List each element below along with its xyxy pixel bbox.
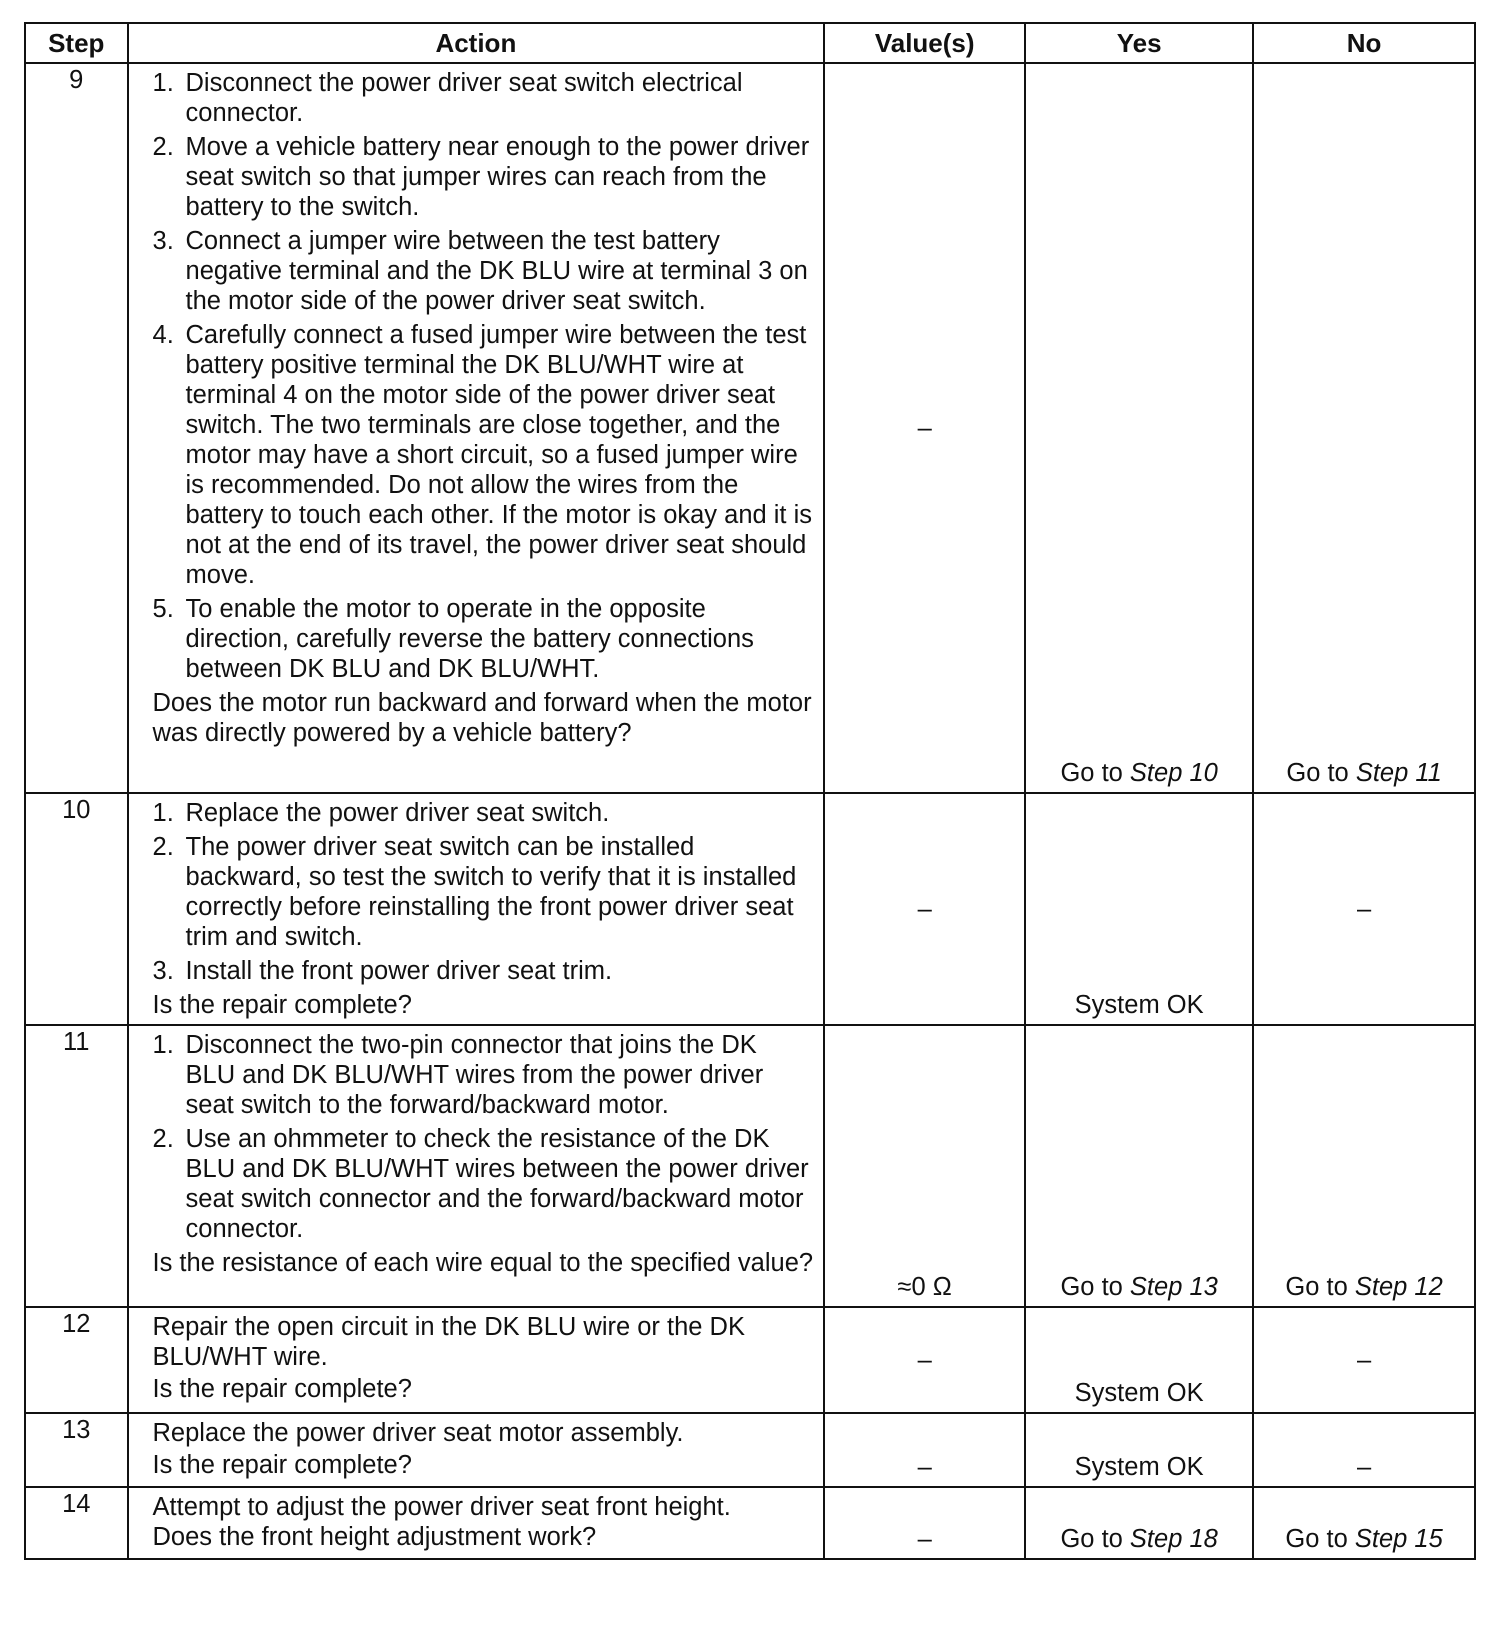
step-link[interactable]: Step 12 [1354,1273,1443,1301]
header-row [25,23,1475,63]
action-list [153,798,814,986]
yes-cell: System OK [1025,1307,1253,1413]
value-cell: – [824,1413,1025,1487]
step-number: 11 [25,1025,128,1307]
action-cell [128,63,825,793]
table-row [25,1487,1475,1559]
step-number: 13 [25,1413,128,1487]
list-item: 4. Carefully connect a fused jumper wire between the test battery positive terminal the DK BLU/WHT wire at terminal 4 on the motor side of the power driver seat switch. The two terminals are close together, and the motor may have a short circuit, so a fused jumper wire is recommended. Do not allow the wires from the battery to touch each other. If the motor is okay and it is not at the end of its travel, the power driver seat should move. [152,321,813,589]
step-number: 9 [25,63,128,793]
table-row [25,1307,1475,1413]
header-step: Step [25,23,128,63]
action-cell [128,1413,825,1487]
diagnostic-table [24,22,1476,1560]
question-text: Does the front height adjustment work? [152,1523,597,1551]
value-cell: – [824,63,1025,793]
value-cell: ≈0 Ω [824,1025,1025,1307]
step-link[interactable]: Step 15 [1354,1525,1443,1553]
list-item: 2. Use an ohmmeter to check the resistance of the DK BLU and DK BLU/WHT wires between the power driver seat switch connector and the forward/backward motor connector. [152,1125,809,1243]
question-text: Is the repair complete? [152,1451,412,1479]
step-link[interactable]: Step 13 [1129,1273,1218,1301]
header-no: No [1253,23,1475,63]
action-list [153,1030,814,1244]
yes-cell: System OK [1025,1413,1253,1487]
action-cell [128,1025,825,1307]
step-link[interactable]: Step 18 [1129,1525,1218,1553]
action-text: Replace the power driver seat motor assembly. [152,1419,684,1447]
step-number: 12 [25,1307,128,1413]
list-item: 3. Install the front power driver seat trim. [152,957,613,985]
question-text: Is the repair complete? [152,991,412,1019]
question-text: Does the motor run backward and forward when the motor was directly powered by a vehicle battery? [152,689,812,747]
value-cell: – [824,1487,1025,1559]
no-cell: – [1253,1307,1475,1413]
no-cell: Go to Step 12 [1253,1025,1475,1307]
no-cell: – [1253,1413,1475,1487]
list-item: 1. Replace the power driver seat switch. [152,799,610,827]
question-text: Is the resistance of each wire equal to the specified value? [152,1249,814,1277]
question-text: Is the repair complete? [152,1375,412,1403]
list-item: 3. Connect a jumper wire between the test battery negative terminal and the DK BLU wire at terminal 3 on the motor side of the power driver seat switch. [152,227,808,315]
yes-cell: Go to Step 18 [1025,1487,1253,1559]
no-cell: Go to Step 11 [1253,63,1475,793]
no-cell: – [1253,793,1475,1025]
header-values: Value(s) [824,23,1025,63]
value-cell: – [824,1307,1025,1413]
yes-cell: Go to Step 10 [1025,63,1253,793]
action-text: Repair the open circuit in the DK BLU wire or the DK BLU/WHT wire. [152,1313,745,1371]
list-item: 1. Disconnect the power driver seat switch electrical connector. [152,69,743,127]
yes-cell: Go to Step 13 [1025,1025,1253,1307]
no-cell: Go to Step 15 [1253,1487,1475,1559]
action-cell [128,1307,825,1413]
action-cell [128,793,825,1025]
step-number: 10 [25,793,128,1025]
action-text: Attempt to adjust the power driver seat front height. [152,1493,731,1521]
value-cell: – [824,793,1025,1025]
action-list [153,68,814,684]
list-item: 5. To enable the motor to operate in the opposite direction, carefully reverse the battery connections between DK BLU and DK BLU/WHT. [152,595,754,683]
step-link[interactable]: Step 10 [1129,759,1218,787]
list-item: 1. Disconnect the two-pin connector that joins the DK BLU and DK BLU/WHT wires from the power driver seat switch to the forward/backward motor. [152,1031,764,1119]
header-yes: Yes [1025,23,1253,63]
yes-cell: System OK [1025,793,1253,1025]
header-action: Action [128,23,825,63]
table-row [25,1413,1475,1487]
table-row [25,1025,1475,1307]
table-row [25,63,1475,793]
action-cell [128,1487,825,1559]
list-item: 2. Move a vehicle battery near enough to the power driver seat switch so that jumper wires can reach from the battery to the switch. [152,133,810,221]
step-number: 14 [25,1487,128,1559]
step-link[interactable]: Step 11 [1355,759,1442,787]
list-item: 2. The power driver seat switch can be installed backward, so test the switch to verify that it is installed correctly before reinstalling the front power driver seat trim and switch. [152,833,797,951]
table-row [25,793,1475,1025]
